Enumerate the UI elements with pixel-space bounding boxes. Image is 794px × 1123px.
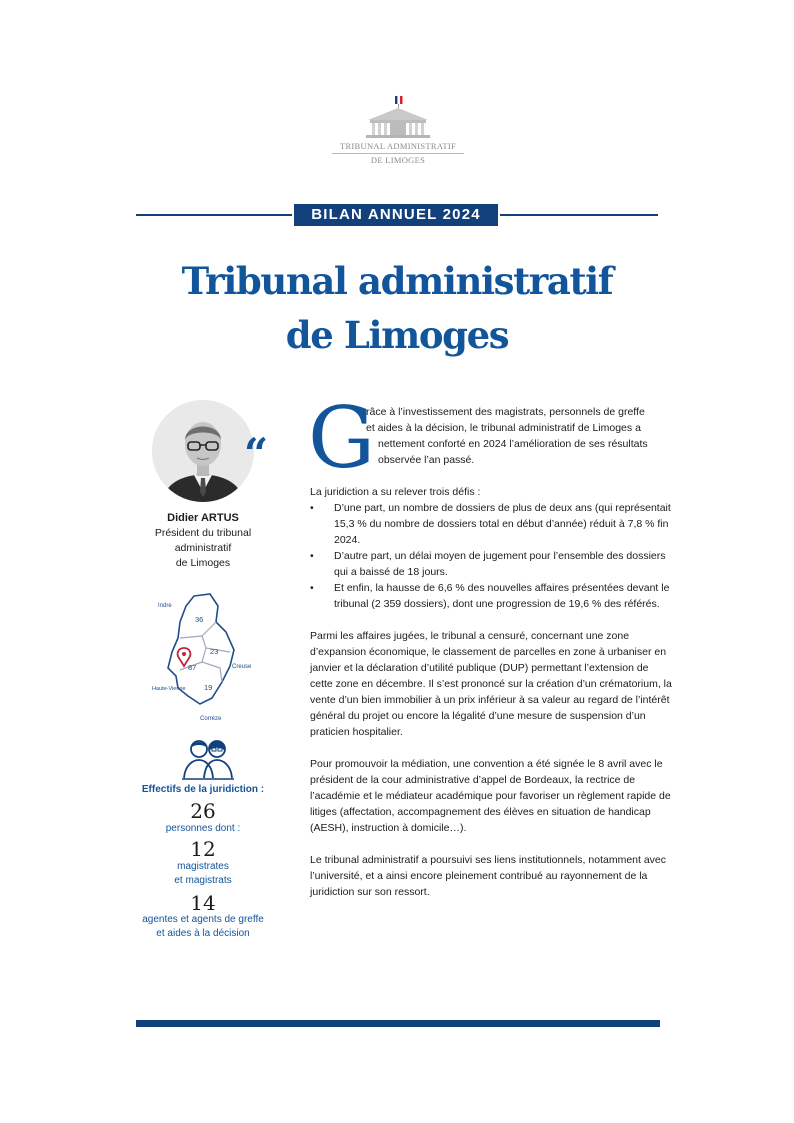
title-line2: de Limoges <box>285 313 509 357</box>
mediation-paragraph: Pour promouvoir la médiation, une convention a été signée le 8 avril avec le président de la cour administrative d’appel de Bordeaux, la rectrice de l’académie et le médiateur académique pour favoriser un règlement rapide de litiges (affectation, accompagnement des élèves en situation de handicap (AESH), instruction à domicile…). <box>310 758 671 834</box>
palace-icon <box>360 94 436 140</box>
staff-agents: 14 <box>190 891 216 915</box>
portrait-image <box>152 400 254 502</box>
quote-mark: “ <box>244 429 269 478</box>
staff-total-label: personnes dont : <box>165 823 241 834</box>
staff-magistrates-label <box>120 860 286 888</box>
staff-title: Effectifs de la juridiction : <box>141 784 265 795</box>
staff-total: 26 <box>190 799 216 823</box>
drop-cap: G <box>308 389 376 487</box>
challenge-item: • D’une part, un nombre de dossiers de plus de deux ans (qui représentait 15,3 % du nombre de dossiers total en début d’année) réduit à 7,8 % fin 2024. <box>310 500 672 548</box>
logo-divider <box>332 153 464 154</box>
staff-agents-label-line1: agentes et agents de greffe <box>142 914 264 925</box>
annual-report-banner: BILAN ANNUEL 2024 <box>294 204 498 226</box>
jurisdiction-map <box>150 592 260 724</box>
banner-rule-left <box>136 214 292 216</box>
staff-magistrates-label-line1: magistrates <box>177 861 229 872</box>
page-title <box>0 254 794 362</box>
intro-line2: et aides à la décision, le tribunal administratif de Limoges a <box>366 422 641 434</box>
institutional-paragraph: Le tribunal administratif a poursuivi ses liens institutionnels, notamment avec l’université, et a ainsi encore pleinement contribué au rayonnement de la juridiction sur son ressort. <box>310 854 667 898</box>
map-label-indre: Indre <box>158 603 172 609</box>
map-label-haute-vienne: Haute-Vienne <box>152 686 186 692</box>
challenge-item: • D’autre part, un délai moyen de jugement pour l’ensemble des dossiers qui a baissé de 18 jours. <box>310 548 672 580</box>
staff-agents-label-line2: et aides à la décision <box>156 928 250 939</box>
banner-rule-right <box>500 214 658 216</box>
map-number-87: 87 <box>188 663 197 672</box>
logo-text-line1: TRIBUNAL ADMINISTRATIF <box>339 141 457 151</box>
staff-magistrates-label-line2: et magistrats <box>174 875 232 886</box>
president-role-line2: administratif <box>174 542 232 554</box>
president-role-line1: Président du tribunal <box>154 527 252 539</box>
president-portrait <box>152 400 254 502</box>
map-number-19: 19 <box>204 683 213 692</box>
map-number-36: 36 <box>195 615 204 624</box>
intro-line1: râce à l’investissement des magistrats, personnels de greffe <box>366 406 645 418</box>
logo-text-line2: DE LIMOGES <box>370 155 426 165</box>
title-line1: Tribunal administratif <box>181 259 613 303</box>
staff-magistrates: 12 <box>190 837 216 861</box>
challenge-item: • Et enfin, la hausse de 6,6 % des nouvelles affaires présentées devant le tribunal (2 359 dossiers), dont une progression de 19,6 % des référés. <box>310 580 672 612</box>
map-label-correze: Corrèze <box>200 716 222 722</box>
challenges-intro: La juridiction a su relever trois défis : <box>310 486 481 498</box>
judgments-paragraph: Parmi les affaires jugées, le tribunal a censuré, concernant une zone d’expansion économique, le classement de parcelles en zone à urbaniser en janvier et la déclaration d’utilité publique (DUP) permettant l’extension de cette zone en décembre. Il s’est prononcé sur la création d’un crématorium, la vente d’un bien immobilier à un prix inférieur à sa valeur au regard de l’intérêt général du projet ou encore la légalité d’une mesure de suspension d’un praticien hospitalier. <box>310 630 672 738</box>
staff-agents-label <box>120 913 286 941</box>
map-number-23: 23 <box>210 647 219 656</box>
map-label-creuse: Creuse <box>232 664 252 670</box>
challenges-list <box>310 500 672 612</box>
intro-line3: nettement conforté en 2024 l’amélioration de ses résultats <box>378 438 648 450</box>
president-name: Didier ARTUS <box>167 512 239 524</box>
president-role <box>120 526 286 571</box>
people-icon <box>180 738 236 780</box>
footer-bar <box>136 1020 660 1027</box>
president-role-line3: de Limoges <box>175 557 231 569</box>
intro-line4: observée l’an passé. <box>378 454 475 466</box>
tribunal-logo <box>328 94 468 170</box>
